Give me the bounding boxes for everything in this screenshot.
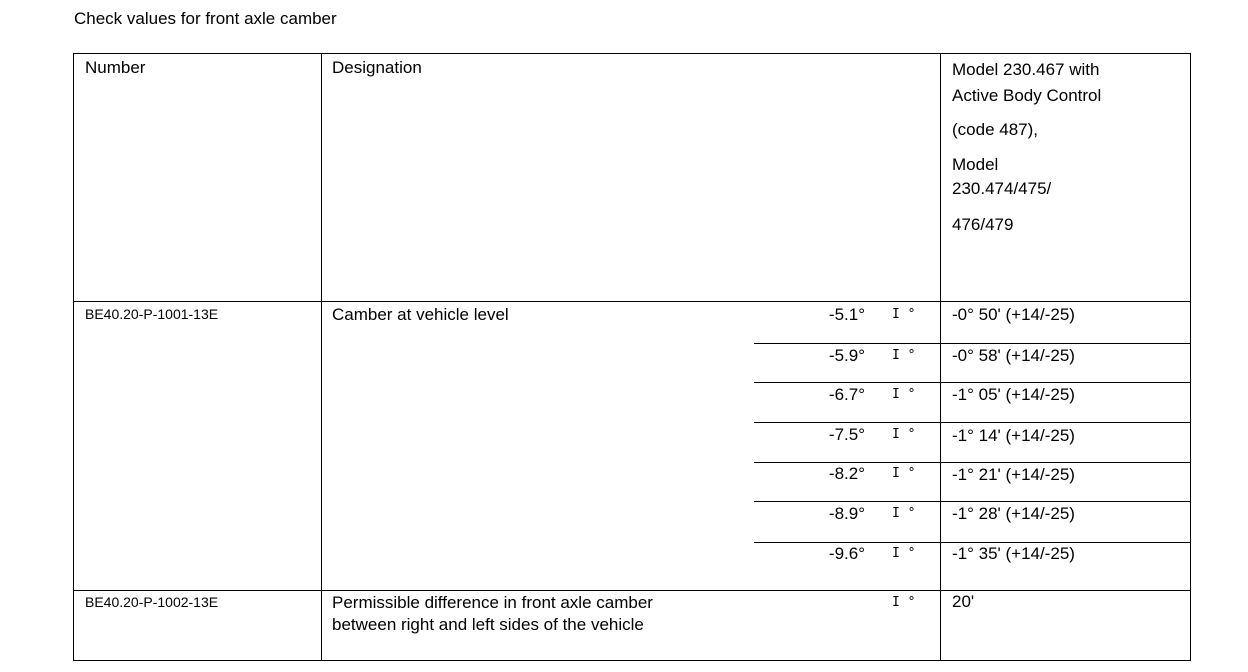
subrow-divider [754,542,1190,543]
camber-tolerance: -1° 21' (+14/-25) [952,465,1075,484]
unit-symbol: I ° [892,387,916,402]
row-designation: between right and left sides of the vehicle [332,615,644,634]
camber-tolerance: -1° 14' (+14/-25) [952,426,1075,445]
camber-value: -6.7° [828,385,865,404]
camber-value: -7.5° [828,425,865,444]
unit-symbol: I ° [892,348,916,363]
camber-tolerance: -0° 58' (+14/-25) [952,346,1075,365]
subrow-divider [754,462,1190,463]
camber-tolerance: -0° 50' (+14/-25) [952,305,1075,324]
camber-value: -8.9° [828,504,865,523]
subrow-divider [754,422,1190,423]
row-number: BE40.20-P-1001-13E [85,306,219,322]
camber-tolerance: -1° 05' (+14/-25) [952,385,1075,404]
header-model-line: Active Body Control [952,86,1102,105]
difference-tolerance: 20' [952,592,975,611]
header-model-line: 476/479 [952,215,1014,234]
header-model-line: Model 230.467 with [952,60,1100,79]
row-divider [74,590,1190,591]
camber-tolerance: -1° 35' (+14/-25) [952,544,1075,563]
header-model-line: 230.474/475/ [952,179,1052,198]
camber-check-values-table [73,53,1191,661]
header-designation: Designation [332,58,422,77]
unit-symbol: I ° [892,466,916,481]
unit-symbol: I ° [892,427,916,442]
unit-symbol: I ° [892,506,916,521]
subrow-divider [754,382,1190,383]
unit-symbol: I ° [892,307,916,322]
camber-tolerance: -1° 28' (+14/-25) [952,504,1075,523]
row-number: BE40.20-P-1002-13E [85,594,219,610]
row-designation: Camber at vehicle level [332,305,509,324]
header-number: Number [85,58,146,77]
camber-value: -5.9° [828,346,865,365]
header-model-line: (code 487), [952,120,1038,139]
unit-symbol: I ° [892,546,916,561]
header-model-line: Model [952,155,999,174]
column-divider-number [321,54,322,660]
column-divider-model [940,54,941,660]
subrow-divider [754,501,1190,502]
camber-value: -5.1° [828,305,865,324]
camber-value: -8.2° [828,464,865,483]
page-title: Check values for front axle camber [74,9,337,28]
camber-value: -9.6° [828,544,865,563]
header-row-divider [74,301,1190,302]
subrow-divider [754,343,1190,344]
row-designation: Permissible difference in front axle camber [332,593,653,612]
unit-symbol: I ° [892,595,916,610]
